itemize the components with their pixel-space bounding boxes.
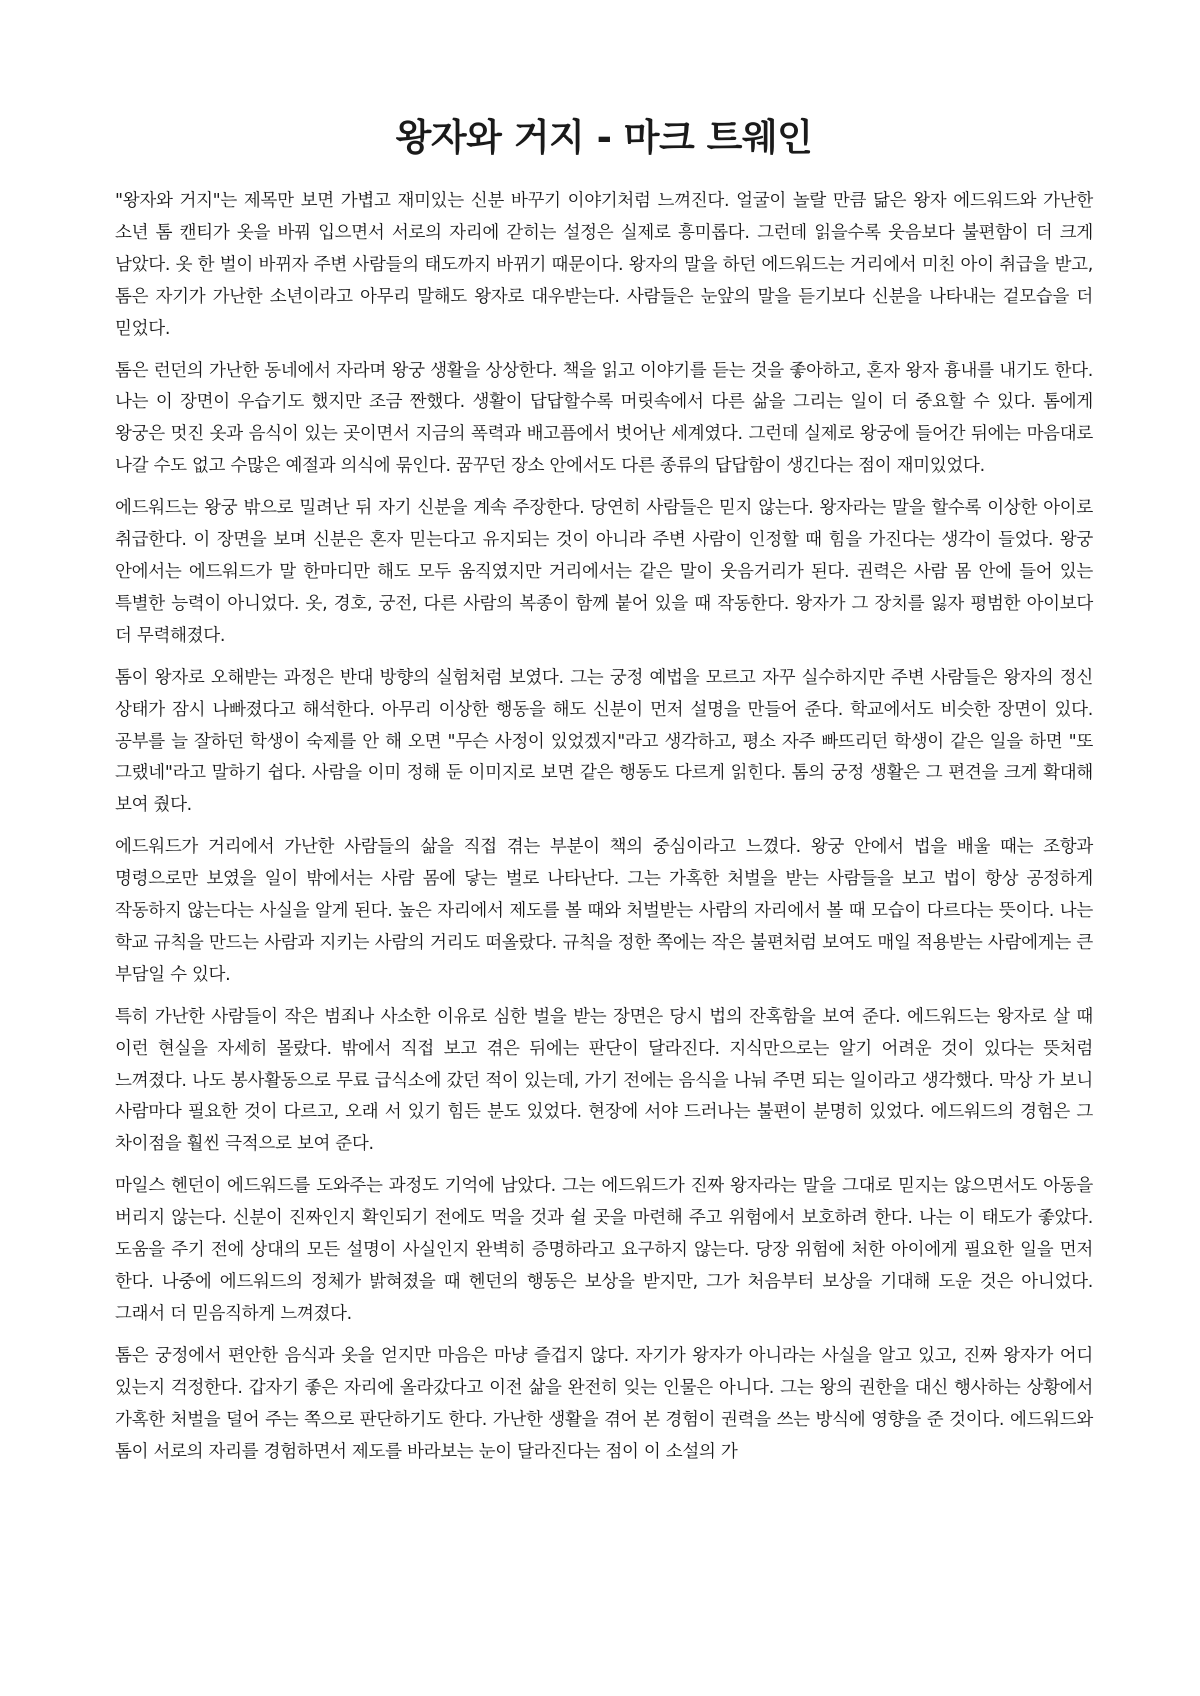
- paragraph-6: 특히 가난한 사람들이 작은 범죄나 사소한 이유로 심한 벌을 받는 장면은 당시 법의 잔혹함을 보여 준다. 에드워드는 왕자로 살 때 이런 현실을 자세히 몰랐다. 밖에서 직접 보고 겪은 뒤에는 판단이 달라진다. 지식만으로는 알기 어려운 것이 있다는 뜻처럼 느껴졌다. 나도 봉사활동으로 무료 급식소에 갔던 적이 있는데, 가기 전에는 음식을 나눠 주면 되는 일이라고 생각했다. 막상 가 보니 사람마다 필요한 것이 다르고, 오래 서 있기 힘든 분도 있었다. 현장에 서야 드러나는 불편이 분명히 있었다. 에드워드의 경험은 그 차이점을 훨씬 극적으로 보여 준다.: [115, 1006, 1093, 1155]
- document-body: [115, 186, 1093, 1468]
- paragraph-3: 에드워드는 왕궁 밖으로 밀려난 뒤 자기 신분을 계속 주장한다. 당연히 사람들은 믿지 않는다. 왕자라는 말을 할수록 이상한 아이로 취급한다. 이 장면을 보며 신분은 혼자 믿는다고 유지되는 것이 아니라 주변 사람이 인정할 때 힘을 가진다는 생각이 들었다. 왕궁 안에서는 에드워드가 말 한마디만 해도 모두 움직였지만 거리에서는 같은 말이 웃음거리가 된다. 권력은 사람 몸 안에 들어 있는 특별한 능력이 아니었다. 옷, 경호, 궁전, 다른 사람의 복종이 함께 붙어 있을 때 작동한다. 왕자가 그 장치를 잃자 평범한 아이보다 더 무력해졌다.: [115, 498, 1093, 646]
- paragraph-2: 톰은 런던의 가난한 동네에서 자라며 왕궁 생활을 상상한다. 책을 읽고 이야기를 듣는 것을 좋아하고, 혼자 왕자 흉내를 내기도 한다. 나는 이 장면이 우습기도 했지만 조금 짠했다. 생활이 답답할수록 머릿속에서 다른 삶을 그리는 일이 더 중요할 수 있다. 톰에게 왕궁은 멋진 옷과 음식이 있는 곳이면서 지금의 폭력과 배고픔에서 벗어난 세계였다. 그런데 실제로 왕궁에 들어간 뒤에는 마음대로 나갈 수도 없고 수많은 예절과 의식에 묶인다. 꿈꾸던 장소 안에서도 다른 종류의 답답함이 생긴다는 점이 재미있었다.: [115, 360, 1093, 477]
- paragraph-8: 톰은 궁정에서 편안한 음식과 옷을 얻지만 마음은 마냥 즐겁지 않다. 자기가 왕자가 아니라는 사실을 알고 있고, 진짜 왕자가 어디 있는지 걱정한다. 갑자기 좋은 자리에 올라갔다고 이전 삶을 완전히 잊는 인물은 아니다. 그는 왕의 권한을 대신 행사하는 상황에서 가혹한 처벌을 덜어 주는 쪽으로 판단하기도 한다. 가난한 생활을 겪어 본 경험이 권력을 쓰는 방식에 영향을 준 것이다. 에드워드와 톰이 서로의 자리를 경험하면서 제도를 바라보는 눈이 달라진다는 점이 이 소설의 가: [115, 1345, 1093, 1462]
- paragraph-1: "왕자와 거지"는 제목만 보면 가볍고 재미있는 신분 바꾸기 이야기처럼 느껴진다. 얼굴이 놀랄 만큼 닮은 왕자 에드워드와 가난한 소년 톰 캔티가 옷을 바꿔 입으면서 서로의 자리에 갇히는 설정은 실제로 흥미롭다. 그런데 읽을수록 웃음보다 불편함이 더 크게 남았다. 옷 한 벌이 바뀌자 주변 사람들의 태도까지 바뀌기 때문이다. 왕자의 말을 하던 에드워드는 거리에서 미친 아이 취급을 받고, 톰은 자기가 가난한 소년이라고 아무리 말해도 왕자로 대우받는다. 사람들은 눈앞의 말을 듣기보다 신분을 나타내는 겉모습을 더 믿었다.: [115, 191, 1093, 339]
- paragraph-5: 에드워드가 거리에서 가난한 사람들의 삶을 직접 겪는 부분이 책의 중심이라고 느꼈다. 왕궁 안에서 법을 배울 때는 조항과 명령으로만 보였을 일이 밖에서는 사람 몸에 닿는 벌로 나타난다. 그는 가혹한 처벌을 받는 사람들을 보고 법이 항상 공정하게 작동하지 않는다는 사실을 알게 된다. 높은 자리에서 제도를 볼 때와 처벌받는 사람의 자리에서 볼 때 모습이 다르다는 뜻이다. 나는 학교 규칙을 만드는 사람과 지키는 사람의 거리도 떠올랐다. 규칙을 정한 쪽에는 작은 불편처럼 보여도 매일 적용받는 사람에게는 큰 부담일 수 있다.: [115, 837, 1093, 985]
- paragraph-7: 마일스 헨던이 에드워드를 도와주는 과정도 기억에 남았다. 그는 에드워드가 진짜 왕자라는 말을 그대로 믿지는 않으면서도 아동을 버리지 않는다. 신분이 진짜인지 확인되기 전에도 먹을 것과 쉴 곳을 마련해 주고 위험에서 보호하려 한다. 나는 이 태도가 좋았다. 도움을 주기 전에 상대의 모든 설명이 사실인지 완벽히 증명하라고 요구하지 않는다. 당장 위험에 처한 아이에게 필요한 일을 먼저 한다. 나중에 에드워드의 정체가 밝혀졌을 때 헨던의 행동은 보상을 받지만, 그가 처음부터 보상을 기대해 도운 것은 아니었다. 그래서 더 믿음직하게 느껴졌다.: [115, 1176, 1093, 1324]
- paragraph-4: 톰이 왕자로 오해받는 과정은 반대 방향의 실험처럼 보였다. 그는 궁정 예법을 모르고 자꾸 실수하지만 주변 사람들은 왕자의 정신 상태가 잠시 나빠졌다고 해석한다. 아무리 이상한 행동을 해도 신분이 먼저 설명을 만들어 준다. 학교에서도 비슷한 장면이 있다. 공부를 늘 잘하던 학생이 숙제를 안 해 오면 "무슨 사정이 있었겠지"라고 생각하고, 평소 자주 빠뜨리던 학생이 같은 일을 하면 "또 그랬네"라고 말하기 쉽다. 사람을 이미 정해 둔 이미지로 보면 같은 행동도 다르게 읽힌다. 톰의 궁정 생활은 그 편견을 크게 확대해 보여 줬다.: [115, 667, 1093, 816]
- document-title: 왕자와 거지 - 마크 트웨인: [395, 116, 813, 159]
